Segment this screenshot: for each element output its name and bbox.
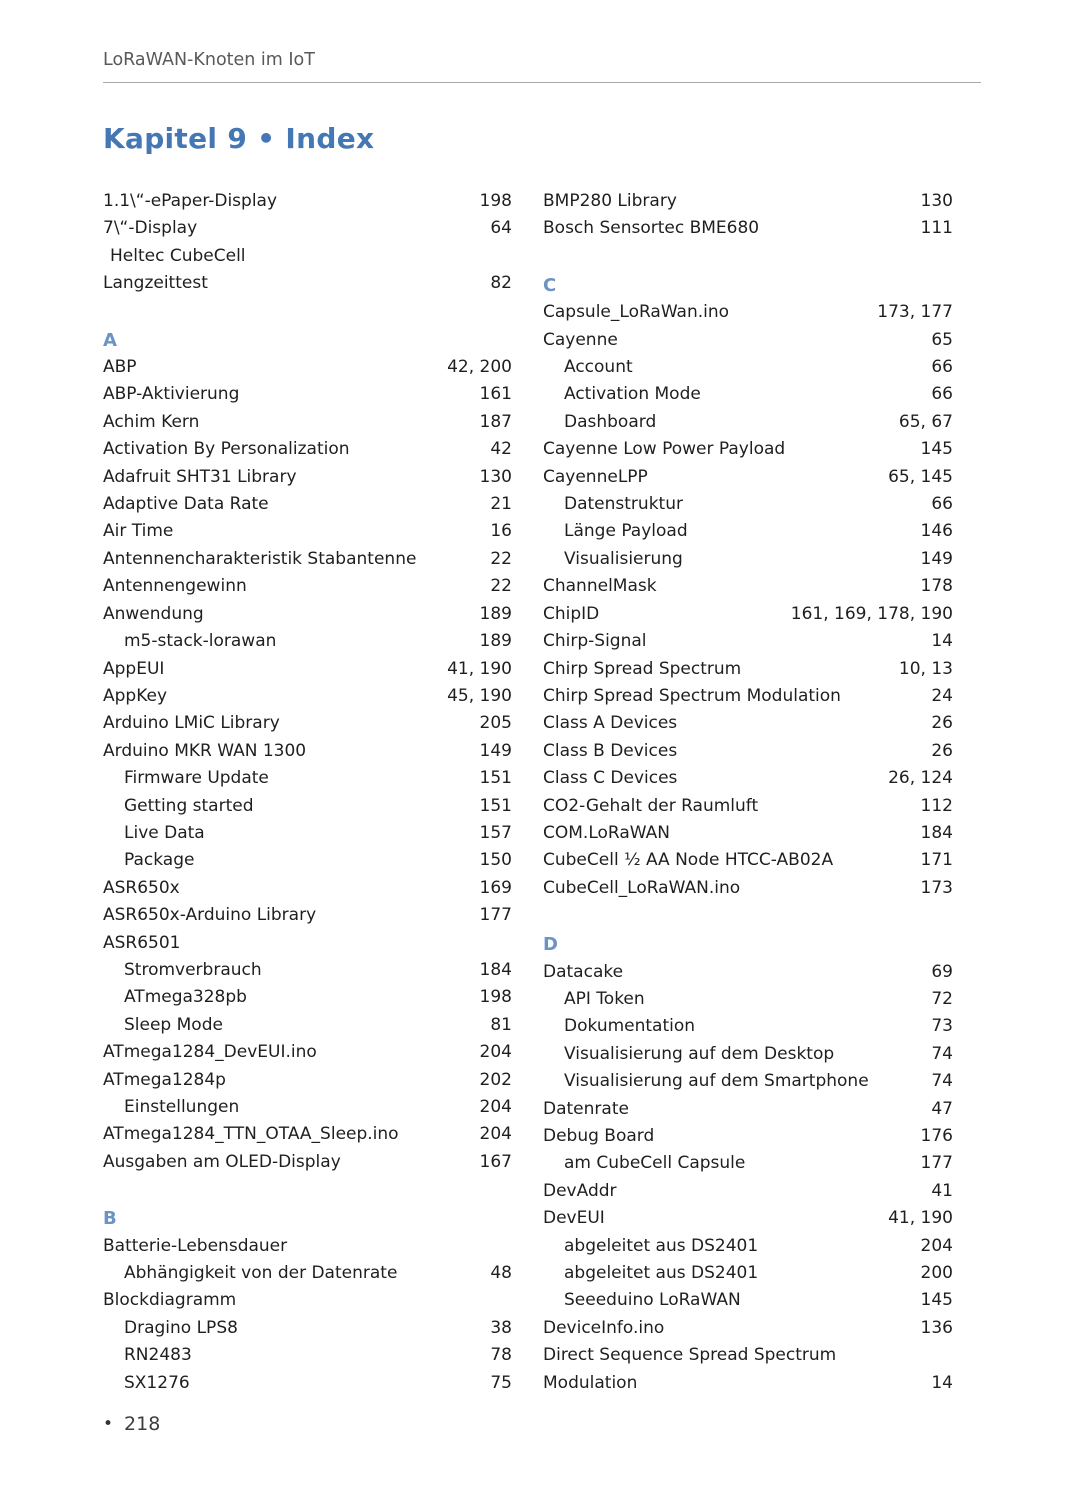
page-title: Kapitel 9 • Index [103, 122, 375, 155]
entry-page-numbers: 136 [920, 1317, 953, 1338]
index-entry [543, 601, 953, 628]
index-entry [543, 765, 953, 792]
index-entry [103, 738, 512, 765]
entry-label: Visualisierung auf dem Smartphone [564, 1071, 869, 1092]
index-entry [543, 188, 953, 215]
entry-page-numbers: 150 [479, 850, 512, 871]
entry-label: Sleep Mode [124, 1014, 223, 1035]
entry-label: Dragino LPS8 [124, 1317, 238, 1338]
index-entry [543, 1260, 953, 1287]
entry-page-numbers: 184 [479, 959, 512, 980]
entry-label: ATmega1284p [103, 1069, 226, 1090]
entry-page-numbers: 42, 200 [447, 357, 512, 378]
page-footer [103, 1413, 160, 1435]
entry-label: Getting started [124, 795, 254, 816]
entry-label: DeviceInfo.ino [543, 1317, 665, 1338]
index-column-left [103, 188, 512, 1397]
entry-page-numbers: 45, 190 [447, 685, 512, 706]
entry-page-numbers: 24 [931, 685, 953, 706]
index-entry [103, 1342, 512, 1369]
entry-label: Cayenne Low Power Payload [543, 439, 786, 460]
entry-label: Class C Devices [543, 768, 678, 789]
index-group-a [103, 327, 512, 1177]
entry-page-numbers: 171 [920, 850, 953, 871]
entry-page-numbers: 145 [920, 1290, 953, 1311]
entry-label: ATmega1284_DevEUI.ino [103, 1042, 317, 1063]
entry-label: Langzeittest [103, 273, 208, 294]
index-group [103, 188, 512, 298]
entry-label: ASR6501 [103, 932, 181, 953]
index-entry [103, 847, 512, 874]
entry-page-numbers: 130 [479, 466, 512, 487]
index-entry [543, 546, 953, 573]
entry-label: Chirp Spread Spectrum [543, 658, 742, 679]
index-entry [543, 327, 953, 354]
index-entry [103, 270, 512, 297]
entry-label: am CubeCell Capsule [564, 1153, 746, 1174]
entry-page-numbers: 177 [479, 905, 512, 926]
entry-page-numbers: 64 [490, 218, 512, 239]
entry-label: ABP [103, 357, 137, 378]
entry-page-numbers: 204 [479, 1097, 512, 1117]
entry-label: Datenstruktur [564, 494, 683, 515]
entry-page-numbers: 16 [490, 521, 512, 542]
index-group-b [103, 1205, 512, 1397]
index-entry [543, 1287, 953, 1314]
entry-page-numbers: 82 [490, 273, 512, 294]
entry-label: Arduino LMiC Library [103, 713, 280, 734]
index-entry [543, 820, 953, 847]
index-entry [103, 546, 512, 573]
entry-label: Debug Board [543, 1126, 655, 1146]
entry-label: Air Time [103, 521, 174, 542]
entry-page-numbers: 177 [920, 1153, 953, 1174]
index-entry [543, 1315, 953, 1342]
entry-label: COM.LoRaWAN [543, 822, 670, 843]
index-entry [543, 1150, 953, 1177]
entry-page-numbers: 21 [490, 494, 512, 515]
index-entry [103, 1260, 512, 1287]
index-entry [543, 354, 953, 381]
index-entry [543, 1178, 953, 1205]
running-header: LoRaWAN-Knoten im IoT [103, 50, 981, 83]
index-entry [543, 959, 953, 986]
entry-page-numbers: 22 [490, 576, 512, 597]
entry-label: Anwendung [103, 603, 204, 624]
index-group [543, 188, 953, 243]
entry-page-numbers: 149 [920, 548, 953, 569]
index-entry [103, 1287, 512, 1314]
entry-page-numbers: 75 [490, 1372, 512, 1393]
index-entry [103, 1067, 512, 1094]
entry-page-numbers: 202 [479, 1069, 512, 1090]
entry-label: Blockdiagramm [103, 1290, 237, 1311]
index-entry [103, 573, 512, 600]
index-entry [543, 1068, 953, 1095]
index-entry [543, 1205, 953, 1232]
entry-page-numbers: 14 [931, 1372, 953, 1393]
index-entry [543, 1041, 953, 1068]
entry-page-numbers: 26 [931, 713, 953, 734]
entry-page-numbers: 161, 169, 178, 190 [790, 603, 953, 624]
entry-label: Antennencharakteristik Stabantenne [103, 548, 417, 569]
entry-label: Firmware Update [124, 768, 269, 789]
index-entry [543, 793, 953, 820]
group-letter: D [543, 934, 558, 956]
entry-page-numbers: 65, 67 [898, 411, 953, 432]
entry-page-numbers: 189 [479, 631, 512, 652]
index-entry [103, 1039, 512, 1066]
index-entry [543, 847, 953, 874]
index-entry [103, 1121, 512, 1148]
entry-page-numbers: 198 [479, 987, 512, 1008]
index-entry [543, 299, 953, 326]
page-number: 218 [124, 1413, 161, 1435]
entry-page-numbers: 66 [931, 357, 953, 378]
entry-label: ABP-Aktivierung [103, 384, 240, 405]
entry-page-numbers: 187 [479, 411, 512, 432]
index-entry [543, 738, 953, 765]
entry-page-numbers: 173, 177 [877, 302, 953, 323]
index-entry [543, 1370, 953, 1397]
entry-label: AppEUI [103, 658, 165, 679]
entry-label: Datacake [543, 961, 624, 982]
index-entry [103, 243, 512, 270]
index-entry [543, 1342, 953, 1369]
entry-label: ChipID [543, 603, 600, 624]
entry-label: ASR650x-Arduino Library [103, 905, 317, 926]
entry-page-numbers: 72 [931, 988, 953, 1009]
index-entry [103, 683, 512, 710]
index-entry [103, 957, 512, 984]
entry-page-numbers: 157 [479, 822, 512, 843]
entry-page-numbers: 189 [479, 603, 512, 624]
entry-label: m5-stack-lorawan [124, 631, 277, 652]
index-entry [543, 1123, 953, 1150]
entry-label: Cayenne [543, 329, 618, 350]
group-letter: A [103, 329, 117, 351]
index-entry [543, 436, 953, 463]
entry-page-numbers: 198 [479, 191, 512, 211]
entry-label: SX1276 [124, 1372, 190, 1393]
footer-bullet-icon: • [103, 1413, 114, 1434]
index-entry [103, 381, 512, 408]
entry-label: Live Data [124, 822, 205, 843]
index-entry [103, 601, 512, 628]
index-entry [103, 1315, 512, 1342]
entry-label: Datenrate [543, 1098, 629, 1119]
entry-label: abgeleitet aus DS2401 [564, 1235, 759, 1256]
entry-label: Activation By Personalization [103, 439, 350, 460]
entry-page-numbers: 65 [931, 329, 953, 350]
entry-label: Seeeduino LoRaWAN [564, 1290, 741, 1311]
entry-label: Einstellungen [124, 1097, 240, 1117]
entry-label: Class B Devices [543, 740, 678, 761]
entry-label: ChannelMask [543, 576, 657, 597]
entry-label: CayenneLPP [543, 466, 648, 487]
entry-page-numbers: 200 [920, 1263, 953, 1284]
index-entry [103, 984, 512, 1011]
entry-page-numbers: 41, 190 [888, 1208, 953, 1229]
entry-label: 1.1\“-ePaper-Display [103, 191, 278, 211]
entry-page-numbers: 151 [479, 768, 512, 789]
index-entry [103, 793, 512, 820]
entry-page-numbers: 161 [479, 384, 512, 405]
entry-page-numbers: 145 [920, 439, 953, 460]
entry-label: Package [124, 850, 195, 871]
entry-page-numbers: 66 [931, 494, 953, 515]
entry-page-numbers: 78 [490, 1345, 512, 1366]
entry-label: Antennengewinn [103, 576, 247, 597]
index-entry [103, 1233, 512, 1260]
entry-page-numbers: 112 [920, 795, 953, 816]
entry-page-numbers: 65, 145 [888, 466, 953, 487]
index-entry [103, 1370, 512, 1397]
index-entry [103, 1094, 512, 1121]
entry-label: CO2-Gehalt der Raumluft [543, 795, 759, 816]
entry-label: DevAddr [543, 1180, 617, 1201]
entry-label: Heltec CubeCell [110, 245, 246, 266]
entry-label: Visualisierung auf dem Desktop [564, 1043, 835, 1064]
entry-page-numbers: 26 [931, 740, 953, 761]
index-entry [543, 986, 953, 1013]
index-entry [543, 464, 953, 491]
entry-label: Modulation [543, 1372, 638, 1393]
entry-label: abgeleitet aus DS2401 [564, 1263, 759, 1284]
index-entry [103, 436, 512, 463]
entry-page-numbers: 204 [479, 1124, 512, 1145]
entry-label: Capsule_LoRaWan.ino [543, 302, 730, 323]
entry-page-numbers: 10, 13 [898, 658, 953, 679]
entry-page-numbers: 205 [479, 713, 512, 734]
entry-page-numbers: 173 [920, 877, 953, 898]
entry-label: Abhängigkeit von der Datenrate [124, 1263, 398, 1284]
entry-page-numbers: 73 [931, 1016, 953, 1037]
entry-label: DevEUI [543, 1208, 605, 1229]
entry-label: CubeCell ½ AA Node HTCC-AB02A [543, 850, 834, 871]
index-entry [543, 1233, 953, 1260]
entry-label: Adaptive Data Rate [103, 494, 269, 515]
entry-label: 7\“-Display [103, 218, 198, 239]
entry-label: Stromverbrauch [124, 959, 262, 980]
index-entry [543, 381, 953, 408]
index-entry [543, 628, 953, 655]
entry-page-numbers: 169 [479, 877, 512, 898]
entry-label: ATmega1284_TTN_OTAA_Sleep.ino [103, 1124, 399, 1145]
entry-page-numbers: 48 [490, 1263, 512, 1284]
entry-page-numbers: 167 [479, 1151, 512, 1172]
group-letter: C [543, 274, 557, 296]
entry-label: ASR650x [103, 877, 180, 898]
entry-label: Activation Mode [564, 384, 701, 405]
entry-label: Dashboard [564, 411, 657, 432]
index-group-d [543, 931, 953, 1397]
entry-page-numbers: 130 [920, 191, 953, 211]
index-entry [103, 656, 512, 683]
index-entry [103, 215, 512, 242]
index-column-right [543, 188, 953, 1397]
entry-page-numbers: 66 [931, 384, 953, 405]
entry-label: Adafruit SHT31 Library [103, 466, 297, 487]
entry-label: API Token [564, 988, 645, 1009]
entry-label: BMP280 Library [543, 191, 677, 211]
entry-label: Länge Payload [564, 521, 688, 542]
entry-page-numbers: 151 [479, 795, 512, 816]
entry-page-numbers: 41 [931, 1180, 953, 1201]
index-entry [543, 710, 953, 737]
index-entry [103, 875, 512, 902]
entry-label: Dokumentation [564, 1016, 696, 1037]
index-entry [103, 902, 512, 929]
entry-label: Achim Kern [103, 411, 200, 432]
entry-label: Visualisierung [564, 548, 683, 569]
entry-page-numbers: 74 [931, 1071, 953, 1092]
entry-label: AppKey [103, 685, 168, 706]
entry-page-numbers: 81 [490, 1014, 512, 1035]
entry-page-numbers: 204 [920, 1235, 953, 1256]
entry-page-numbers: 111 [920, 218, 953, 239]
index-entry [543, 1013, 953, 1040]
entry-page-numbers: 26, 124 [888, 768, 953, 789]
entry-page-numbers: 14 [931, 631, 953, 652]
index-group-c [543, 272, 953, 902]
index-entry [103, 409, 512, 436]
index-entry [543, 215, 953, 242]
entry-page-numbers: 176 [920, 1126, 953, 1146]
index-entry [543, 683, 953, 710]
group-letter: B [103, 1208, 117, 1230]
entry-label: Account [564, 357, 633, 378]
entry-label: Ausgaben am OLED-Display [103, 1151, 341, 1172]
index-entry [103, 1012, 512, 1039]
index-entry [103, 820, 512, 847]
index-entry [103, 710, 512, 737]
index-entry [103, 464, 512, 491]
entry-label: Chirp-Signal [543, 631, 647, 652]
index-entry [103, 354, 512, 381]
entry-page-numbers: 69 [931, 961, 953, 982]
entry-page-numbers: 74 [931, 1043, 953, 1064]
entry-label: Arduino MKR WAN 1300 [103, 740, 307, 761]
index-entry [103, 518, 512, 545]
index-entry [103, 628, 512, 655]
index-entry [543, 656, 953, 683]
index-entry [103, 930, 512, 957]
entry-page-numbers: 38 [490, 1317, 512, 1338]
entry-page-numbers: 42 [490, 439, 512, 460]
index-entry [103, 491, 512, 518]
entry-page-numbers: 41, 190 [447, 658, 512, 679]
index-entry [543, 409, 953, 436]
entry-page-numbers: 146 [920, 521, 953, 542]
index-entry [103, 188, 512, 215]
entry-label: Direct Sequence Spread Spectrum [543, 1345, 837, 1366]
entry-label: Batterie-Lebensdauer [103, 1235, 288, 1256]
entry-label: Class A Devices [543, 713, 678, 734]
entry-label: Bosch Sensortec BME680 [543, 218, 760, 239]
entry-page-numbers: 184 [920, 822, 953, 843]
entry-page-numbers: 22 [490, 548, 512, 569]
index-entry [543, 875, 953, 902]
entry-page-numbers: 178 [920, 576, 953, 597]
entry-page-numbers: 204 [479, 1042, 512, 1063]
index-entry [103, 765, 512, 792]
entry-page-numbers: 47 [931, 1098, 953, 1119]
entry-label: RN2483 [124, 1345, 192, 1366]
index-entry [543, 573, 953, 600]
entry-label: ATmega328pb [124, 987, 247, 1008]
entry-label: Chirp Spread Spectrum Modulation [543, 685, 841, 706]
index-entry [543, 491, 953, 518]
index-columns [103, 188, 953, 1397]
entry-label: CubeCell_LoRaWAN.ino [543, 877, 741, 898]
entry-page-numbers: 149 [479, 740, 512, 761]
index-entry [543, 518, 953, 545]
index-entry [103, 1149, 512, 1176]
index-entry [543, 1096, 953, 1123]
